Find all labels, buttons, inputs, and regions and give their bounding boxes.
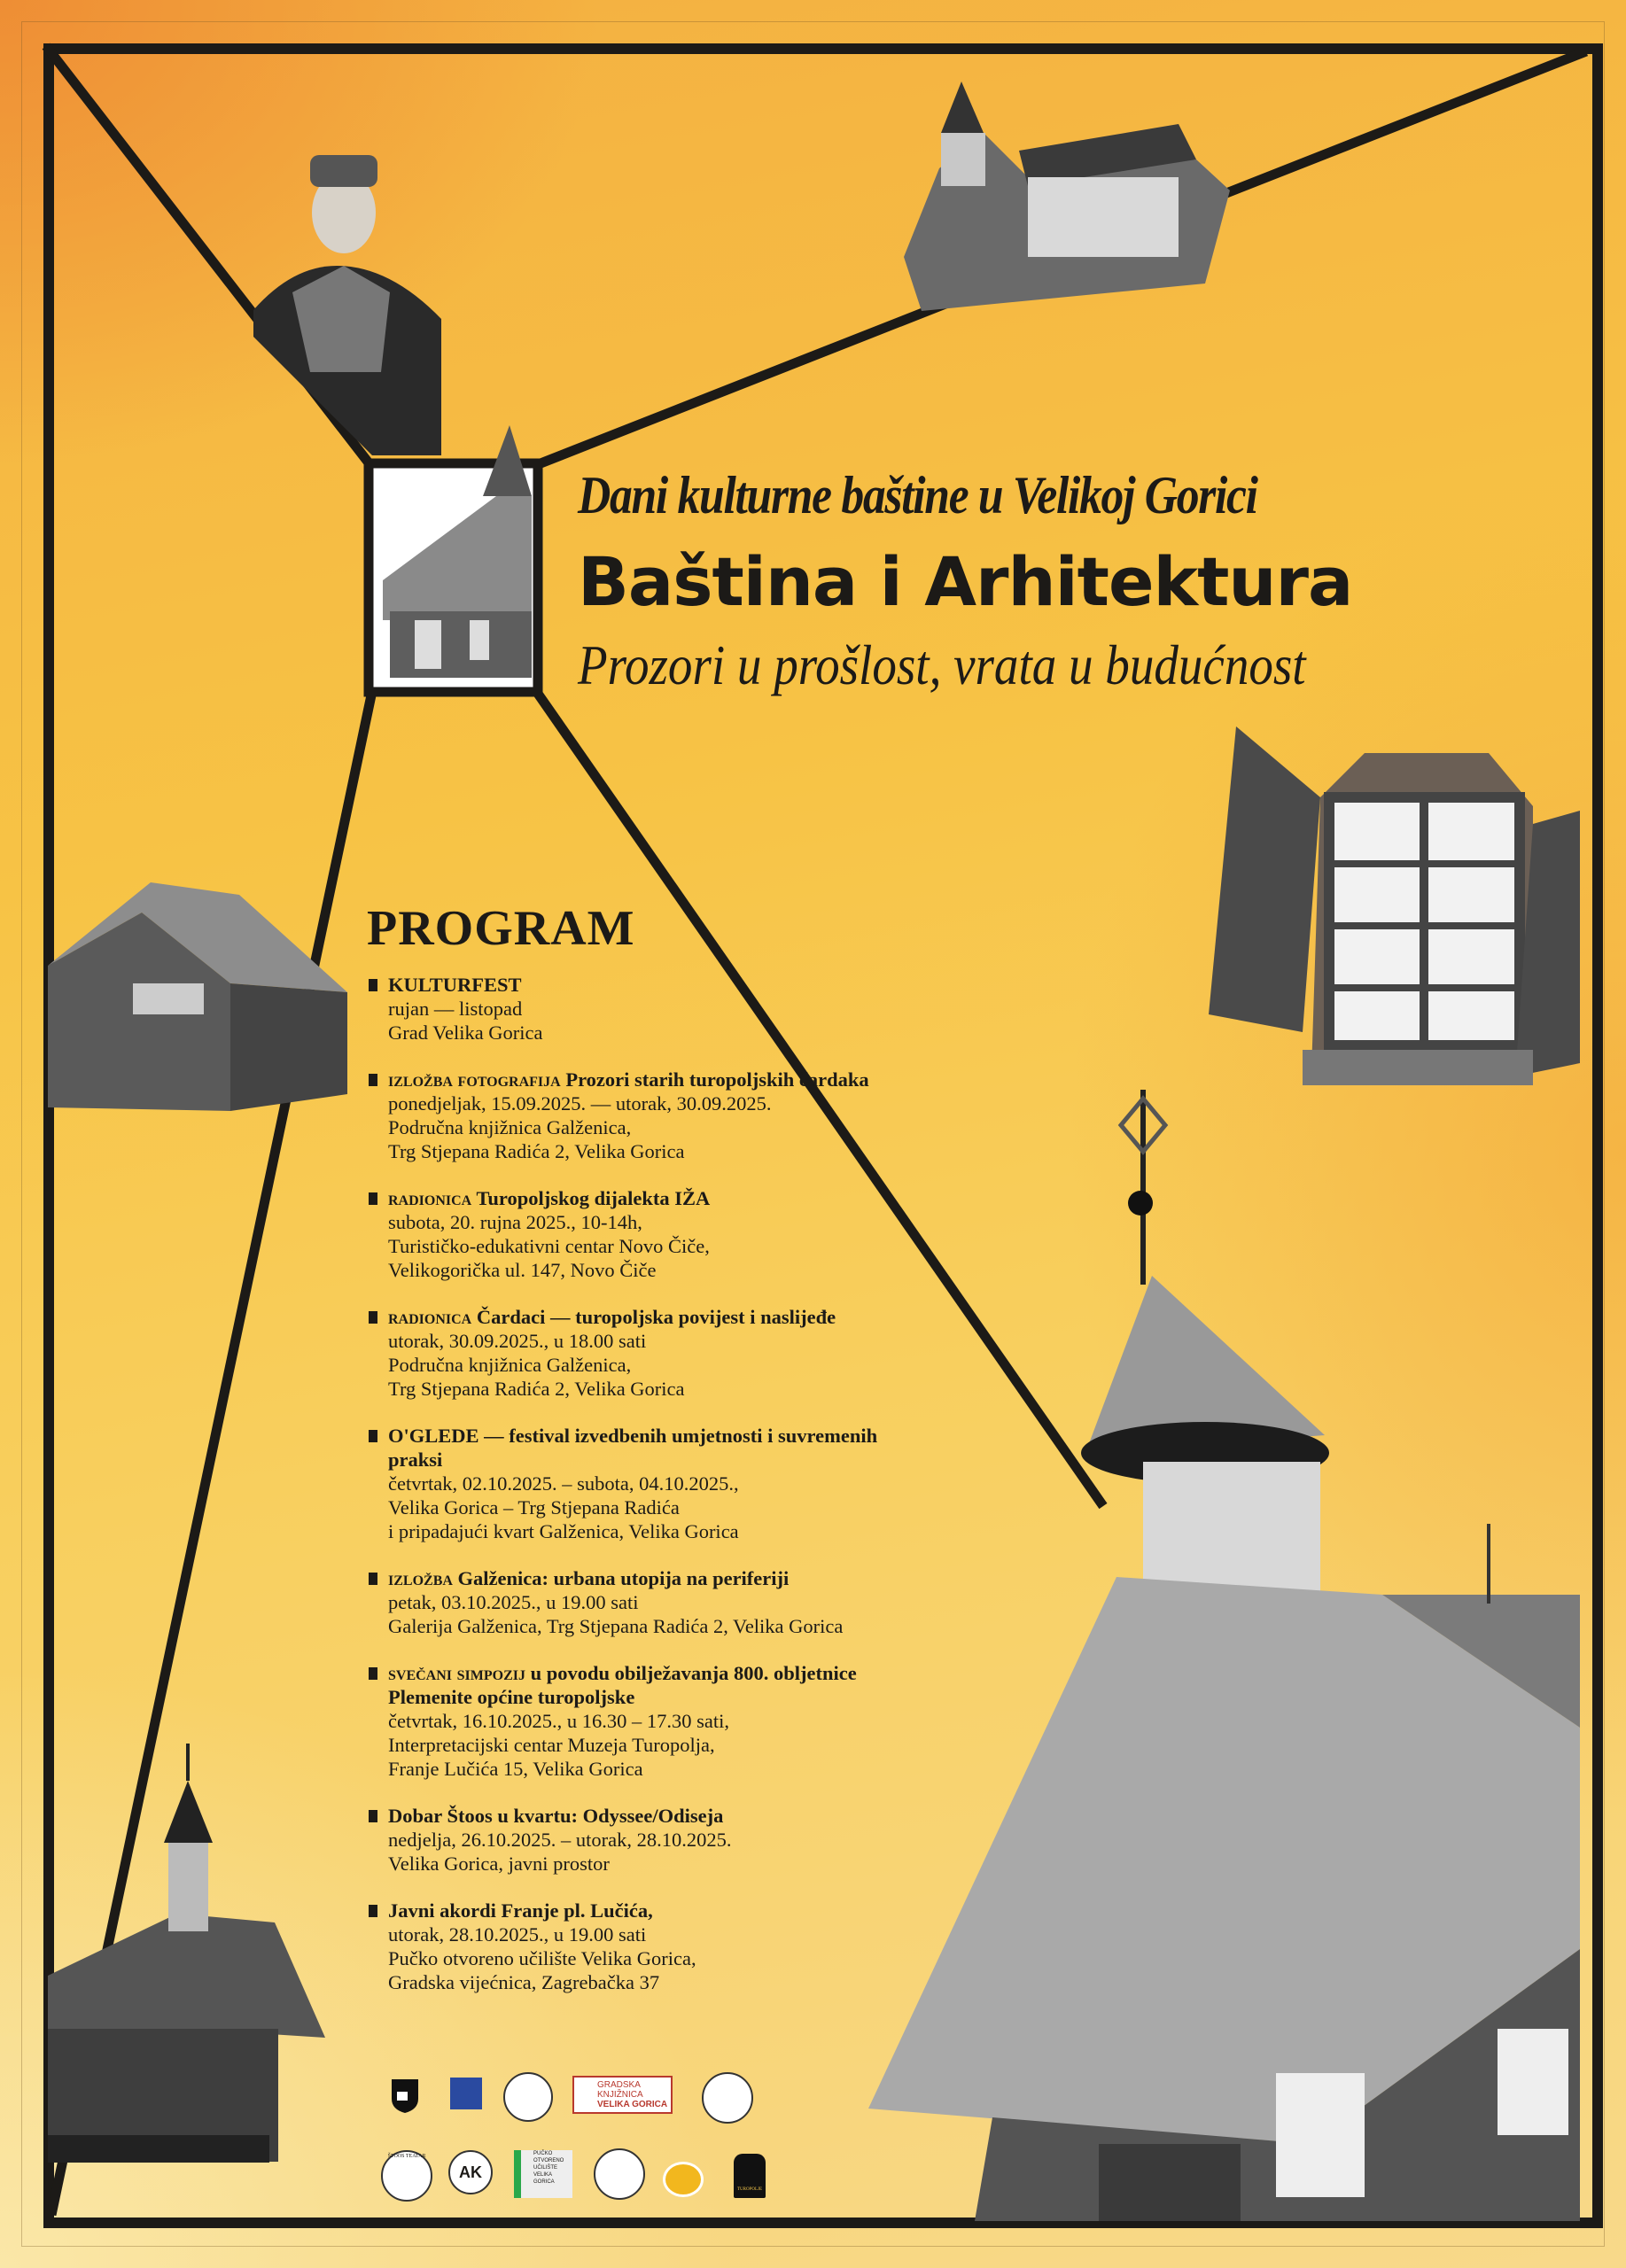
folk-dance-logo xyxy=(594,2148,645,2200)
program-item-detail: utorak, 28.10.2025., u 19.00 sati xyxy=(388,1923,647,1946)
pou-logo-text: PUČKO OTVORENO UČILIŠTE VELIKA GORICA xyxy=(533,2151,564,2185)
program-item xyxy=(367,1068,916,1163)
bullet-icon xyxy=(369,979,377,991)
stoos-teatar-logo xyxy=(381,2150,432,2202)
program-item-detail: četvrtak, 16.10.2025., u 16.30 – 17.30 sati, xyxy=(388,1710,729,1732)
program-item-title xyxy=(388,1186,916,1210)
program-item-name: Prozori starih turopoljskih čardaka xyxy=(565,1068,869,1091)
program-item-detail: i pripadajući kvart Galženica, Velika Gorica xyxy=(388,1520,739,1542)
program-item-name: u povodu obilježavanja 800. obljetnice Plemenite općine turopoljske xyxy=(388,1662,857,1708)
program-item-detail: Područna knjižnica Galženica, xyxy=(388,1116,632,1138)
program-item xyxy=(367,1305,916,1401)
program-list xyxy=(367,973,916,2017)
program-item-detail: ponedjeljak, 15.09.2025. — utorak, 30.09.2025. xyxy=(388,1092,772,1115)
program-item xyxy=(367,1899,916,1994)
program-item-detail: subota, 20. rujna 2025., 10-14h, xyxy=(388,1211,642,1233)
program-item xyxy=(367,973,916,1045)
library-logo-text: GRADSKA xyxy=(597,2080,641,2090)
program-item-detail: Interpretacijski centar Muzeja Turopolja, xyxy=(388,1734,715,1756)
program-item-title xyxy=(388,1305,916,1329)
bullet-icon xyxy=(369,1311,377,1324)
theatre-logo-text: ŠTOOS TEATAR xyxy=(387,2154,426,2159)
program-item xyxy=(367,1424,916,1543)
program-item-category: svečani simpozij xyxy=(388,1662,525,1684)
program-item-title xyxy=(388,1424,916,1472)
small-church-photo xyxy=(48,1744,325,2163)
program-item-title xyxy=(388,1566,916,1590)
bullet-icon xyxy=(369,1667,377,1680)
city-library-logo xyxy=(572,2076,673,2114)
program-item-title xyxy=(388,973,916,997)
program-item-category: izložba xyxy=(388,1567,453,1589)
yellow-drop-logo xyxy=(663,2162,704,2197)
program-item-name: Dobar Štoos u kvartu: Odyssee/Odiseja xyxy=(388,1805,724,1827)
program-item-name: Čardaci — turopoljska povijest i naslijeđe xyxy=(476,1306,836,1328)
portrait-photo xyxy=(253,155,441,455)
bullet-icon xyxy=(369,1430,377,1442)
program-item-detail: četvrtak, 02.10.2025. – subota, 04.10.2025., xyxy=(388,1472,739,1495)
event-subtitle: Dani kulturne baštine u Velikoj Gorici xyxy=(578,466,1257,524)
program-item-category: radionica xyxy=(388,1187,472,1209)
left-house-photo xyxy=(48,882,347,1111)
program-item-detail: Franje Lučića 15, Velika Gorica xyxy=(388,1758,643,1780)
program-item-detail: Pučko otvoreno učilište Velika Gorica, xyxy=(388,1947,696,1969)
program-item-name: KULTURFEST xyxy=(388,974,522,996)
center-church-photo xyxy=(369,425,538,692)
turopolje-logo xyxy=(734,2154,766,2198)
bullet-icon xyxy=(369,1192,377,1205)
program-item-detail: Trg Stjepana Radića 2, Velika Gorica xyxy=(388,1140,685,1162)
program-item-detail: Gradska vijećnica, Zagrebačka 37 xyxy=(388,1971,660,1993)
program-item-title xyxy=(388,1661,916,1709)
program-item-detail: nedjelja, 26.10.2025. – utorak, 28.10.2025. xyxy=(388,1829,732,1851)
program-item-detail: Turističko-edukativni centar Novo Čiče, xyxy=(388,1235,710,1257)
program-item-detail: Velikogorička ul. 147, Novo Čiče xyxy=(388,1259,657,1281)
city-coat-of-arms-logo xyxy=(390,2078,420,2115)
library-logo-text: KNJIŽNICA xyxy=(597,2090,643,2100)
program-item-detail: utorak, 30.09.2025., u 18.00 sati xyxy=(388,1330,647,1352)
program-item-detail: petak, 03.10.2025., u 19.00 sati xyxy=(388,1591,639,1613)
program-item-detail: Velika Gorica, javni prostor xyxy=(388,1852,610,1875)
turopolje-logo-text: TUROPOLJE xyxy=(736,2187,763,2192)
bullet-icon xyxy=(369,1905,377,1917)
ak-logo-text: AK xyxy=(459,2163,482,2181)
library-logo-text: VELIKA GORICA xyxy=(597,2100,668,2109)
program-item-detail: rujan — listopad xyxy=(388,998,523,1020)
big-church-photo xyxy=(868,1090,1580,2221)
program-item-detail: Trg Stjepana Radića 2, Velika Gorica xyxy=(388,1378,685,1400)
program-item-title xyxy=(388,1804,916,1828)
program-item-title xyxy=(388,1899,916,1922)
program-item-category: izložba fotografija xyxy=(388,1068,561,1091)
program-item-title xyxy=(388,1068,916,1091)
poster-title: Baština i Arhitektura xyxy=(578,542,1353,621)
program-item-detail: Velika Gorica – Trg Stjepana Radića xyxy=(388,1496,680,1518)
eu-heritage-logo xyxy=(450,2078,482,2109)
poster-tagline: Prozori u prošlost, vrata u budućnost xyxy=(578,633,1306,696)
program-item-category: radionica xyxy=(388,1306,472,1328)
acapella-logo xyxy=(702,2072,753,2124)
program-item-detail: Područna knjižnica Galženica, xyxy=(388,1354,632,1376)
window-photo xyxy=(1209,726,1580,1085)
program-item-detail: Grad Velika Gorica xyxy=(388,1021,543,1044)
pou-logo xyxy=(514,2150,572,2198)
program-item xyxy=(367,1566,916,1638)
program-item-detail: Galerija Galženica, Trg Stjepana Radića 2, Velika Gorica xyxy=(388,1615,844,1637)
bullet-icon xyxy=(369,1074,377,1086)
program-heading: PROGRAM xyxy=(367,901,635,956)
program-item xyxy=(367,1661,916,1781)
program-item xyxy=(367,1186,916,1282)
bullet-icon xyxy=(369,1573,377,1585)
program-item-name: Galženica: urbana utopija na periferiji xyxy=(457,1567,790,1589)
academy-logo xyxy=(503,2072,553,2122)
ak-logo xyxy=(448,2150,493,2194)
program-item-name: O'GLEDE — festival izvedbenih umjetnosti i suvremenih praksi xyxy=(388,1425,878,1471)
program-item-name: Turopoljskog dijalekta IŽA xyxy=(476,1187,711,1209)
bullet-icon xyxy=(369,1810,377,1822)
program-item xyxy=(367,1804,916,1876)
manor-photo xyxy=(904,82,1230,311)
program-item-name: Javni akordi Franje pl. Lučića, xyxy=(388,1899,653,1922)
